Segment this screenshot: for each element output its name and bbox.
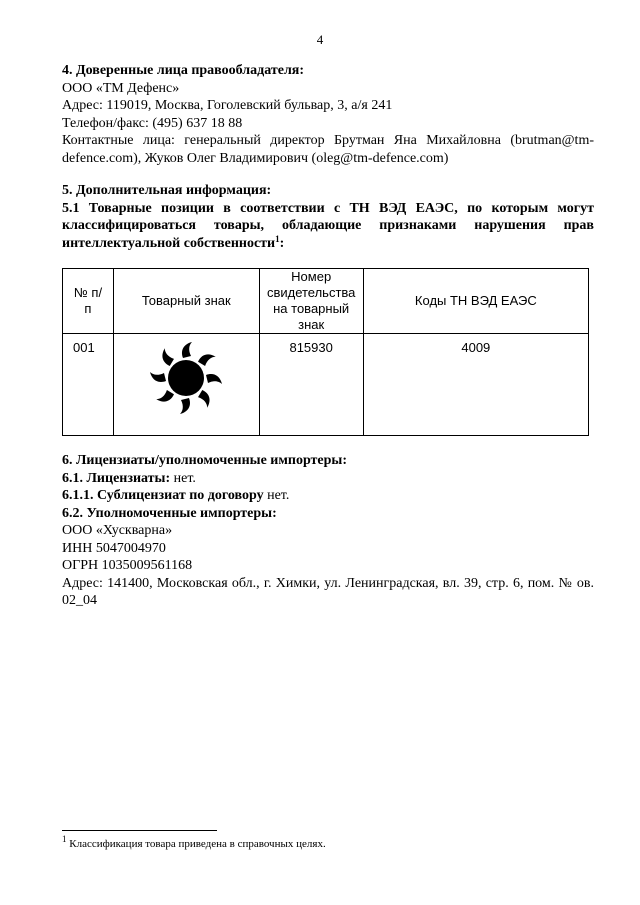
section-6-1-1: 6.1.1. Сублицензиат по договору нет. (62, 488, 290, 503)
company-name: ООО «ТМ Дефенс» (62, 80, 180, 96)
importer-name: ООО «Хускварна» (62, 523, 173, 538)
footnote-ref: 1 (275, 233, 280, 244)
section-4-trusted-persons (62, 62, 594, 167)
section-6-1: 6.1. Лицензиаты: нет. (62, 470, 196, 486)
table-header-row (63, 269, 589, 334)
contact-persons: Контактные лица: генеральный директор Брутман Яна Михайловна (brutman@tm-defence.com), Жуков Олег Владимирович (oleg@tm-defence.com) (62, 133, 594, 166)
header-trademark: Товарный знак (113, 269, 259, 334)
importer-ogrn: ОГРН 1035009561168 (62, 558, 193, 573)
footnote (62, 834, 326, 850)
codes-value: 4009 (363, 334, 588, 436)
trademark-cell (113, 334, 259, 436)
footnote-mark: 1 (62, 834, 67, 844)
footnote-divider (62, 830, 217, 831)
section-5-1-subtitle (62, 200, 594, 253)
subtitle-text: 5.1 Товарные позиции в соответствии с ТН ВЭД ЕАЭС, по которым могут классифицироваться товары, обладающие признаками нарушения прав интеллектуальной собственности (62, 200, 594, 251)
section-6-title: 6. Лицензиаты/уполномоченные импортеры: (62, 453, 348, 468)
table-row (63, 334, 589, 436)
footnote-text: Классификация товара приведена в справочных целях. (66, 838, 326, 850)
section-5-additional-info (62, 182, 594, 252)
trademark-table (62, 268, 589, 436)
section-5-title: 5. Дополнительная информация: (62, 183, 272, 198)
header-num: № п/п (63, 269, 114, 334)
page-number: 4 (316, 32, 324, 47)
section-4-title: 4. Доверенные лица правообладателя: (62, 63, 305, 78)
section-6-2-title: 6.2. Уполномоченные импортеры: (62, 505, 277, 521)
importer-address: Адрес: 141400, Московская обл., г. Химки, ул. Ленинградская, вл. 39, стр. 6, пом. № ов. 02_04 (62, 575, 594, 608)
certificate-number: 815930 (259, 334, 363, 436)
header-certificate: Номер свидетельства на товарный знак (259, 269, 363, 334)
row-number: 001 (63, 334, 114, 436)
phone-line: Телефон/факс: (495) 637 18 88 (62, 115, 243, 131)
subtitle-colon: : (279, 235, 285, 251)
importer-inn: ИНН 5047004970 (62, 540, 166, 556)
pinwheel-logo-icon (146, 338, 226, 418)
section-6-licensees (62, 452, 594, 610)
header-codes: Коды ТН ВЭД ЕАЭС (363, 269, 588, 334)
address-line: Адрес: 119019, Москва, Гоголевский бульвар, 3, а/я 241 (62, 98, 393, 113)
